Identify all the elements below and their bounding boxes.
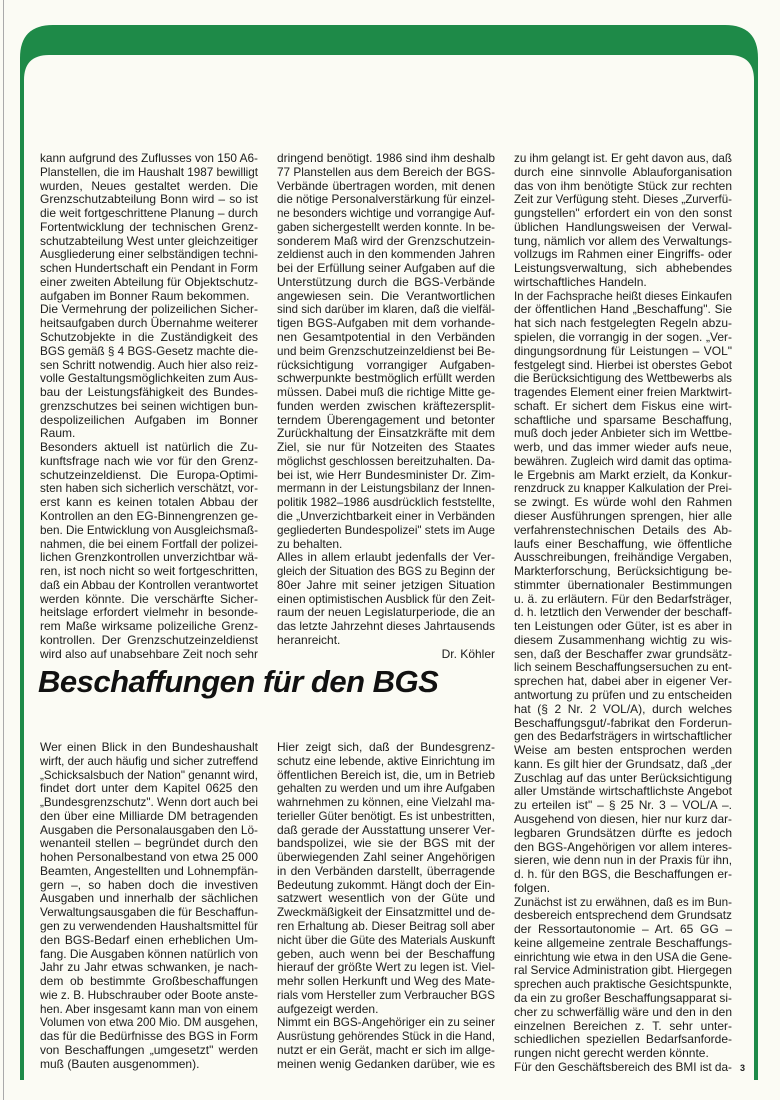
text-line: einer zweiten Abteilung für Objektschutz-	[40, 274, 258, 289]
text-line: Ausgaben die Personalausgaben den Lö-	[40, 822, 258, 837]
text-line: die weit fortgeschrittene Planung – durch	[40, 206, 258, 221]
text-line: Wer einen Blick in den Bundeshaushalt	[40, 740, 258, 754]
text-line: Schutzobjekte in die Zuständigkeit des	[40, 330, 258, 344]
text-line: üblichen Handlungsweisen der Verwal-	[514, 219, 732, 234]
text-line: hen. Aber insgesamt kann man von einem	[40, 1001, 258, 1016]
text-line: tung, nämlich vor allem des Verwaltungs-	[514, 233, 732, 248]
text-line: terieller Güter benötigt. Es ist unbestritten,	[277, 808, 495, 823]
text-line: nutzt er ein Gerät, macht er sich im allge-	[277, 1042, 495, 1057]
text-line: Planstellen, die im Haushalt 1987 bewilligt	[40, 164, 258, 179]
text-line: muß doch jeder Anbieter sich im Wettbe-	[514, 426, 732, 441]
text-line: hohen Personalbestand von etwa 25 000	[40, 850, 258, 865]
text-line: rials vom Hersteller zum Verbraucher BGS	[277, 987, 495, 1002]
text-line: kontrollen. Der Grenzschutzeinzeldienst	[40, 632, 258, 647]
text-line: möglichst geschlossen bereitzuhalten. Da-	[277, 453, 495, 468]
text-line: schaftliche und sparsame Beschaffung,	[514, 412, 732, 427]
text-line: ben. Die Entwicklung von Ausgleichsmaß-	[40, 522, 258, 537]
text-line: hierauf der größte Wert zu legen ist. Viel-	[277, 960, 495, 975]
text-line: mermann in der Leistungsbilanz der Innen-	[277, 481, 495, 496]
text-line: Jahr zu Jahr etwas schwanken, je nach-	[40, 960, 258, 975]
text-line: hat sich nach festgelegten Regeln abzu-	[514, 316, 732, 331]
text-line: fang. Die Ausgaben können natürlich von	[40, 946, 258, 961]
text-line: bewähren. Zugleich wird damit das optima-	[514, 453, 732, 468]
text-line: despolizeilichen Aufgaben im Bonner	[40, 412, 258, 427]
text-line: tragendes Element einer freien Marktwirt-	[514, 385, 732, 400]
text-line: das letzte Jahrzehnt dieses Jahrtausends	[277, 619, 495, 634]
text-line: den BGS-Bedarf einen erheblichen Um-	[40, 932, 258, 947]
text-line: Ausgaben und innerhalb der sächlichen	[40, 891, 258, 906]
text-line: Markterforschung, Berücksichtigung be-	[514, 564, 732, 579]
text-line: Fortentwicklung der technischen Grenz-	[40, 219, 258, 234]
text-line: aller Umstände wirtschaftlichste Angebot	[514, 784, 732, 799]
text-line: volle Gestaltungsmöglichkeiten zum Aus-	[40, 371, 258, 386]
text-line: Kontrollen an den EG-Binnengrenzen ge-	[40, 509, 258, 524]
text-line: nen Gesamtpotential in den Verbänden	[277, 330, 495, 344]
text-line: sprechen auch praktische Gesichtspunkte,	[514, 977, 732, 992]
text-line: cher zu schwerfällig wäre und den in den	[514, 1004, 732, 1019]
text-line: erst kann es keinen totalen Abbau der	[40, 495, 258, 510]
text-line: hat (§ 2 Nr. 2 VOL/A), durch welches	[514, 701, 732, 716]
text-line: müssen. Dabei muß die richtige Mitte ge-	[277, 385, 495, 400]
text-line: wirft, der auch häufig und sicher zutreffend	[40, 753, 258, 768]
text-line: 80er Jahre mit seiner jetzigen Situation	[277, 577, 495, 592]
text-line: funden werden zwischen kräftezersplit-	[277, 398, 495, 413]
text-line: Grenzschutzabteilung Bonn wird – so ist	[40, 192, 258, 207]
text-line: d. h. letztlich den Verwender der beschaff-	[514, 605, 732, 620]
text-line: heranreicht.	[277, 632, 341, 647]
text-line: angewiesen sein. Die Verantwortlichen	[277, 288, 495, 303]
text-line: die nötige Personalverstärkung für einzel-	[277, 192, 495, 207]
text-line: d. h. für den BGS, die Beschaffungen er-	[514, 867, 732, 882]
text-line: gegliederten Bundespolizei" stets im Auge	[277, 522, 495, 537]
text-line: le Ergebnis am Markt erzielt, da Konkur-	[514, 467, 732, 482]
text-line: dem ob bestimmte Großbeschaffungen	[40, 974, 258, 989]
text-line: Die Vermehrung der polizeilichen Sicher-	[40, 302, 258, 317]
text-line: Zunächst ist zu erwähnen, daß es im Bun-	[514, 894, 732, 909]
text-line: Unterstützung durch die BGS-Verbände	[277, 274, 495, 289]
text-line: kunftsfrage nach wie vor für den Grenz-	[40, 453, 258, 468]
text-line: überwiegenden Zahl seiner Angehörigen	[277, 850, 495, 865]
text-line: nicht über die Güte des Materials Auskunft	[277, 932, 495, 947]
text-line: kann aufgrund des Zuflusses von 150 A6-	[40, 151, 258, 165]
text-line: zu behalten.	[277, 536, 343, 551]
page-number: 3	[740, 1063, 746, 1073]
text-line: satzwert wesentlich von der Güte und	[277, 891, 495, 906]
text-line: laufs einer Beschaffung, wie öffentliche	[514, 536, 732, 551]
text-line: antwortung zu prüfen und zu entscheiden	[514, 688, 732, 703]
text-line: stimmter übernationaler Bestimmungen	[514, 577, 732, 592]
text-line: öffentlichen Bereich ist, die, um in Betrieb	[277, 767, 495, 782]
text-line: gen des Bedarfsträgers in wirtschaftlicher	[514, 729, 732, 744]
text-line: 77 Planstellen aus dem Bereich der BGS-	[277, 164, 495, 179]
text-line: desbereich entsprechend dem Grundsatz	[514, 908, 732, 923]
text-line: renzdruck zu knapper Kalkulation der Prei-	[514, 481, 732, 496]
text-line: wahrnehmen zu können, eine Vielzahl ma-	[277, 795, 495, 810]
text-line: vollzugs im Rahmen einer Eingriffs- oder	[514, 247, 732, 262]
text-line: wirtschaftliches Handeln.	[514, 274, 647, 289]
text-line: Hier zeigt sich, daß der Bundesgrenz-	[277, 740, 495, 754]
text-line: diesem Zusammenhang wichtig zu wis-	[514, 632, 732, 647]
text-line: das für die Bedürfnisse des BGS in Form	[40, 1029, 258, 1044]
text-line: wird also auf unabsehbare Zeit noch sehr	[40, 646, 258, 661]
text-line: rücksichtigung vorrangiger Aufgaben-	[277, 357, 495, 372]
text-line: „Bundesgrenzschutz". Wenn dort auch bei	[40, 795, 258, 810]
text-line: wurden, Neues gestaltet werden. Die	[40, 178, 258, 193]
author-signature: Dr. Köhler	[441, 646, 495, 661]
text-line: einrichtung wie etwa in den USA die Gene-	[514, 949, 732, 964]
text-line: politik 1982–1986 ausdrücklich feststellte,	[277, 495, 495, 510]
text-line: zu ihm gelangt ist. Er geht davon aus, daß	[514, 151, 732, 165]
text-line: den über eine Milliarde DM betragenden	[40, 808, 258, 823]
text-line: grenzschutzes bei seinen wichtigen bun-	[40, 398, 258, 413]
text-line: ne besonders wichtige und vorrangige Auf-	[277, 206, 495, 221]
text-line: BGS gemäß § 4 BGS-Gesetz machte die-	[40, 343, 258, 358]
text-line: einen optimistischen Ausblick für den Zeit-	[277, 591, 495, 606]
text-line: aufgaben im Bonner Raum bekommen.	[40, 288, 250, 303]
text-line: die „Unverzichtbarkeit einer in Verbänden	[277, 509, 495, 524]
text-line: schwerpunkte bestmöglich erfüllt werden	[277, 371, 495, 386]
text-line: festgelegt sind. Hierbei ist oberstes Gebot	[514, 357, 732, 372]
text-line: gleich der Situation des BGS zu Beginn der	[277, 564, 495, 579]
text-line: Leistungsverwaltung, sich abhebendes	[514, 261, 732, 276]
text-line: da ein zu großer Beschaffungsapparat si-	[514, 990, 732, 1005]
text-line: aufgezeigt werden.	[277, 1001, 379, 1016]
text-line: schutz eine lebende, aktive Einrichtung im	[277, 753, 495, 768]
text-line: gehalten zu werden und um ihre Aufgaben	[277, 781, 495, 796]
text-line: sen, daß der Beschaffer zwar grundsätz-	[514, 646, 732, 661]
text-line: Volumen von etwa 200 Mio. DM ausgehen,	[40, 1015, 258, 1030]
text-line: „Schicksalsbuch der Nation" genannt wird,	[40, 767, 258, 782]
text-line: se zwingt. Es würde wohl den Rahmen	[514, 495, 732, 510]
text-line: Raum.	[40, 426, 76, 441]
text-line: den BGS-Angehörigen vor allem interes-	[514, 839, 732, 854]
text-line: ren Erhaltung ab. Dieser Beitrag soll aber	[277, 919, 495, 933]
text-line: folgen.	[514, 880, 551, 895]
text-line: schaft. Er sichert dem Fiskus eine wirt-	[514, 398, 732, 413]
article-title: Beschaffungen für den BGS	[38, 664, 439, 699]
text-line: das von ihm benötigte Stück zur rechten	[514, 178, 732, 193]
text-line: ren, ist noch nicht so weit fortgeschritten,	[40, 564, 258, 579]
text-line: wenanteil stellen – begründet durch den	[40, 836, 258, 851]
text-line: Verwaltungsausgaben die für Beschaffun-	[40, 905, 258, 920]
text-line: rungen nicht gerecht werden könnte.	[514, 1046, 709, 1061]
text-line: Besonders aktuell ist natürlich die Zu-	[40, 440, 258, 455]
text-line: die Berücksichtigung des Wettbewerbs als	[514, 371, 732, 386]
text-line: terndem Überengagement und betonter	[277, 412, 495, 427]
text-line: Alles in allem erlaubt jedenfalls der Ver-	[277, 550, 495, 565]
text-line: bau der Leistungsfähigkeit des Bundes-	[40, 385, 258, 400]
text-line: bei der Erfüllung seiner Aufgaben auf die	[277, 261, 495, 276]
text-line: ten Leistungen oder Güter, ist es aber in	[514, 619, 732, 634]
text-line: gern –, so haben doch die investiven	[40, 877, 258, 892]
text-line: daß ein Abbau der Kontrollen verantwortet	[40, 577, 258, 592]
text-line: in den Verbänden darstellt, überragende	[277, 863, 495, 878]
text-line: tigen BGS-Aufgaben mit dem vorhande-	[277, 316, 495, 331]
text-line: spielen, die vorrangig in der sogen. „Ver-	[514, 330, 732, 344]
text-line: ral Service Administration gibt. Hiergegen	[514, 963, 732, 978]
text-line: zu erteilen ist" – § 25 Nr. 3 – VOL/A –.	[514, 798, 732, 813]
text-line: werb, und das immer wieder aufs neue,	[514, 440, 732, 455]
text-line: der öffentlichen Hand „Beschaffung". Sie	[514, 302, 732, 317]
text-line: Beamten, Angestellten und Lohnempfän-	[40, 863, 258, 878]
text-line: Zeit zur Verfügung steht. Dieses „Zurverfü-	[514, 192, 732, 207]
text-line: Beschaffungsgut/-fabrikat den Forderun-	[514, 715, 732, 730]
text-line: geben, auch wenn bei der Beschaffung	[277, 946, 495, 961]
text-line: legbaren Grundsätzen dürfte es jedoch	[514, 825, 732, 840]
text-line: gungstellen" erfordert ein von den sonst	[514, 206, 732, 221]
text-line: lich seinem Beschaffungsersuchen zu ent-	[514, 660, 732, 675]
text-line: Für den Geschäftsbereich des BMI ist da-	[514, 1059, 732, 1074]
text-line: heitslage erfordert vielmehr in besonde-	[40, 605, 258, 620]
text-line: kann. Es gilt hier der Grundsatz, daß „der	[514, 756, 732, 771]
text-line: von Beschaffungen „umgesetzt" werden	[40, 1042, 258, 1057]
text-line: durch eine sinnvolle Ablauforganisation	[514, 164, 732, 179]
text-line: sonderem Maß wird der Grenzschutzein-	[277, 233, 495, 248]
text-line: sind sich darüber im klaren, daß die vielfäl-	[277, 302, 495, 317]
text-line: In der Fachsprache heißt dieses Einkaufen	[514, 288, 732, 303]
text-line: raum der neuen Legislaturperiode, die an	[277, 605, 495, 620]
text-line: einzelnen Bereichen z. T. sehr unter-	[514, 1018, 732, 1033]
text-line: mehr sollen Herkunft und Weg des Mate-	[277, 974, 495, 989]
text-line: sieren, wie denn nun in der Praxis für ihn,	[514, 853, 732, 868]
text-line: Zuschlag auf das unter Berücksichtigung	[514, 770, 732, 785]
text-line: nahmen, die bei einem Fortfall der polizei-	[40, 536, 258, 551]
text-line: Nimmt ein BGS-Angehöriger ein zu seiner	[277, 1015, 495, 1030]
text-line: heitsaufgaben durch Übernahme weiterer	[40, 316, 258, 331]
text-line: daß gerade der Ausstattung unserer Ver-	[277, 822, 495, 837]
text-line: Ausgehend von diesen, hier nur kurz dar-	[514, 811, 732, 826]
text-line: meinen wenig Gedanken darüber, wie es	[277, 1056, 495, 1071]
text-line: dingungsordnung für Leistungen – VOL"	[514, 343, 732, 358]
text-line: und beim Grenzschutzeinzeldienst bei Be-	[277, 343, 495, 358]
text-line: rem Maße wirksame polizeiliche Grenz-	[40, 619, 258, 634]
text-line: Ausrüstung gehörendes Stück in die Hand,	[277, 1029, 495, 1044]
text-line: dieser Ausführungen sprengen, hier alle	[514, 509, 732, 524]
text-line: der Ressortautonomie – Art. 65 GG –	[514, 922, 732, 937]
text-line: gaben sichergestellt werden konnte. In be-	[277, 219, 495, 234]
text-line: gen zu verwendenden Haushaltsmittel für	[40, 919, 258, 933]
text-line: werden könnte. Die verschärfte Sicher-	[40, 591, 258, 606]
text-line: schen Hundertschaft ein Pendant in Form	[40, 261, 258, 276]
text-line: Verbände übertragen worden, mit denen	[277, 178, 495, 193]
text-line: Ziel, sie nur für Notzeiten des Staates	[277, 440, 495, 455]
text-line: sen Schritt notwendig. Auch hier also reiz-	[40, 357, 258, 372]
text-line: muß (Bauten ausgenommen).	[40, 1056, 200, 1071]
text-line: Ausschreibungen, freihändige Vergaben,	[514, 550, 732, 565]
text-line: findet dort unter dem Kapitel 0625 den	[40, 781, 258, 796]
text-line: Ausgliederung einer selbständigen techni-	[40, 247, 258, 262]
text-line: verfahrenstechnischen Details des Ab-	[514, 522, 732, 537]
text-line: wie z. B. Hubschrauber oder Boote anste-	[40, 987, 258, 1002]
text-line: Weise am besten entsprochen werden	[514, 743, 732, 758]
text-line: sten haben sich sicherlich verschätzt, vor-	[40, 481, 258, 496]
text-line: Zweckmäßigkeit der Einsatzmittel und de-	[277, 905, 495, 920]
text-line: u. ä. zu erläutern. Für den Bedarfsträger,	[514, 591, 732, 606]
text-line: dringend benötigt. 1986 sind ihm deshalb	[277, 151, 495, 165]
text-line: sprechen hat, dabei aber in eigener Ver-	[514, 674, 732, 689]
text-line: schiedlichen speziellen Bedarfsanforde-	[514, 1032, 732, 1047]
text-line: bei ist, wie Herr Bundesminister Dr. Zim-	[277, 467, 495, 482]
text-line: schutzabteilung West unter gleichzeitiger	[40, 233, 258, 248]
text-line: zeldienst auch in den kommenden Jahren	[277, 247, 495, 262]
text-line: bandspolizei, wie sie der BGS mit der	[277, 836, 495, 851]
text-line: Bedeutung zukommt. Hängt doch der Ein-	[277, 877, 495, 892]
text-line: lichen Grenzkontrollen unverzichtbar wä-	[40, 550, 258, 565]
text-line: Zurückhaltung der Einsatzkräfte mit dem	[277, 426, 495, 441]
text-line: schutzeinzeldienst. Die Europa-Optimi-	[40, 467, 258, 482]
text-line: keine allgemeine zentrale Beschaffungs-	[514, 935, 732, 950]
